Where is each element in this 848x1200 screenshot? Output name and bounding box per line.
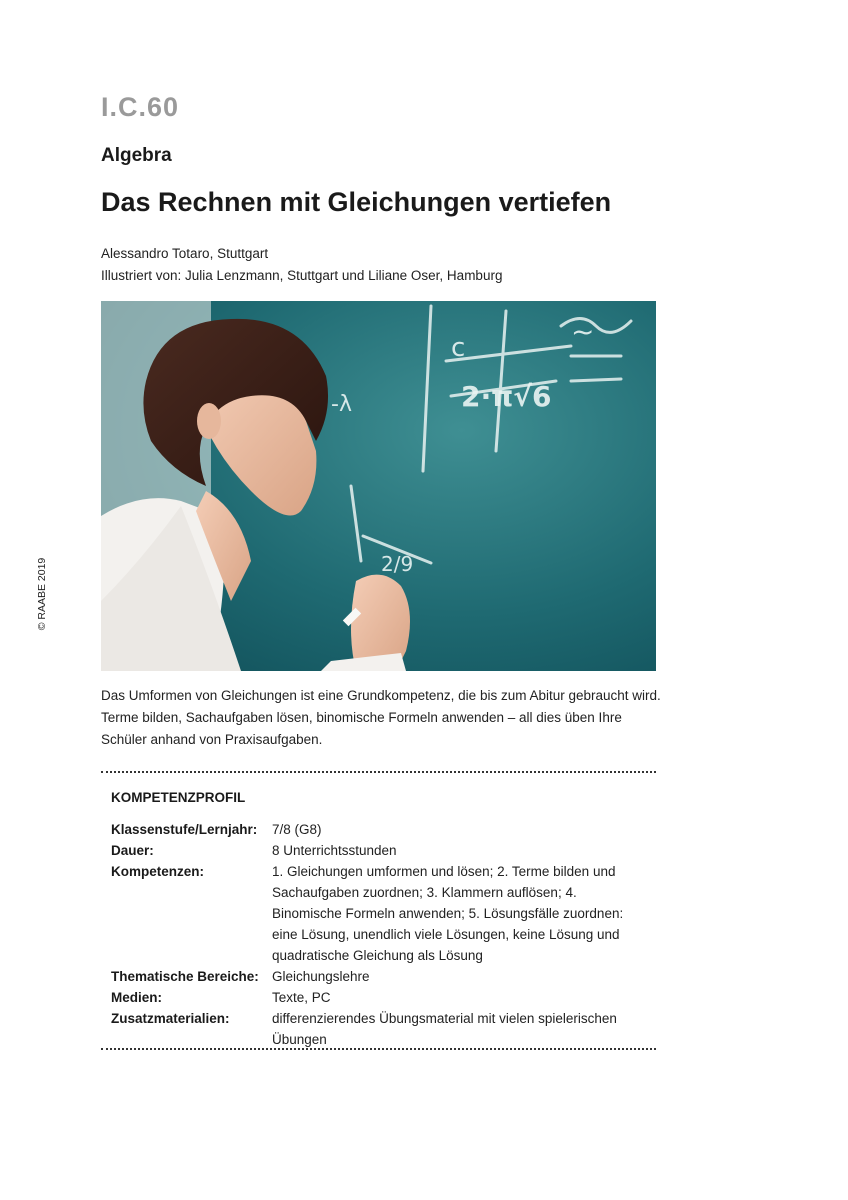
profile-label: Thematische Bereiche: <box>111 969 259 984</box>
chalk-text-top: c <box>451 333 466 363</box>
profile-row-topics <box>111 966 656 987</box>
profile-row-duration <box>111 840 656 861</box>
intro-paragraph: Das Umformen von Gleichungen ist eine Grundkompetenz, die bis zum Abitur gebraucht wird. Terme bilden, Sachaufgaben lösen, binomische Formeln anwenden – all dies üben Ihre Schüler anhand von Praxisaufgaben. <box>101 688 661 747</box>
chalk-text-left: -λ <box>331 392 352 417</box>
illustrators-line: Illustriert von: Julia Lenzmann, Stuttgart und Liliane Oser, Hamburg <box>101 268 503 283</box>
divider-top <box>101 771 656 773</box>
profile-value: 7/8 (G8) <box>272 822 322 837</box>
profile-heading: KOMPETENZPROFIL <box>111 790 246 805</box>
profile-value: 8 Unterrichtsstunden <box>272 843 397 858</box>
profile-label: Dauer: <box>111 843 154 858</box>
page-title: Das Rechnen mit Gleichungen vertiefen <box>101 187 612 217</box>
profile-row-competences <box>111 861 656 966</box>
competence-profile <box>111 790 656 1050</box>
profile-value: Gleichungslehre <box>272 969 370 984</box>
subject-heading: Algebra <box>101 145 172 166</box>
profile-row-grade <box>111 819 656 840</box>
document-code: I.C.60 <box>101 92 180 122</box>
chalk-text-bottom: 2/9 <box>381 552 414 576</box>
profile-row-media <box>111 987 656 1008</box>
copyright-notice: © RAABE 2019 <box>36 557 48 631</box>
profile-value: 1. Gleichungen umformen und lösen; 2. Terme bilden und Sachaufgaben zuordnen; 3. Klammern auflösen; 4. Binomische Formeln anwenden; 5. Lösungsfälle zuordnen: eine Lösung, unendlich viele Lösungen, keine Lösung und quadratische Gleichung als Lösung <box>272 864 624 963</box>
profile-label: Zusatzmaterialien: <box>111 1011 230 1026</box>
profile-value: Texte, PC <box>272 990 331 1005</box>
profile-label: Medien: <box>111 990 163 1005</box>
profile-value: differenzierendes Übungsmaterial mit vielen spielerischen Übungen <box>272 1011 617 1047</box>
profile-label: Kompetenzen: <box>111 864 205 879</box>
profile-label: Klassenstufe/Lernjahr: <box>111 822 258 837</box>
chalk-text-mid: 2⋅π√6 <box>461 380 552 413</box>
profile-row-materials <box>111 1008 656 1050</box>
cover-photo <box>101 301 656 671</box>
chalk-text-wave: ~ <box>571 315 595 348</box>
author-line: Alessandro Totaro, Stuttgart <box>101 246 269 261</box>
divider-bottom <box>101 1048 656 1050</box>
